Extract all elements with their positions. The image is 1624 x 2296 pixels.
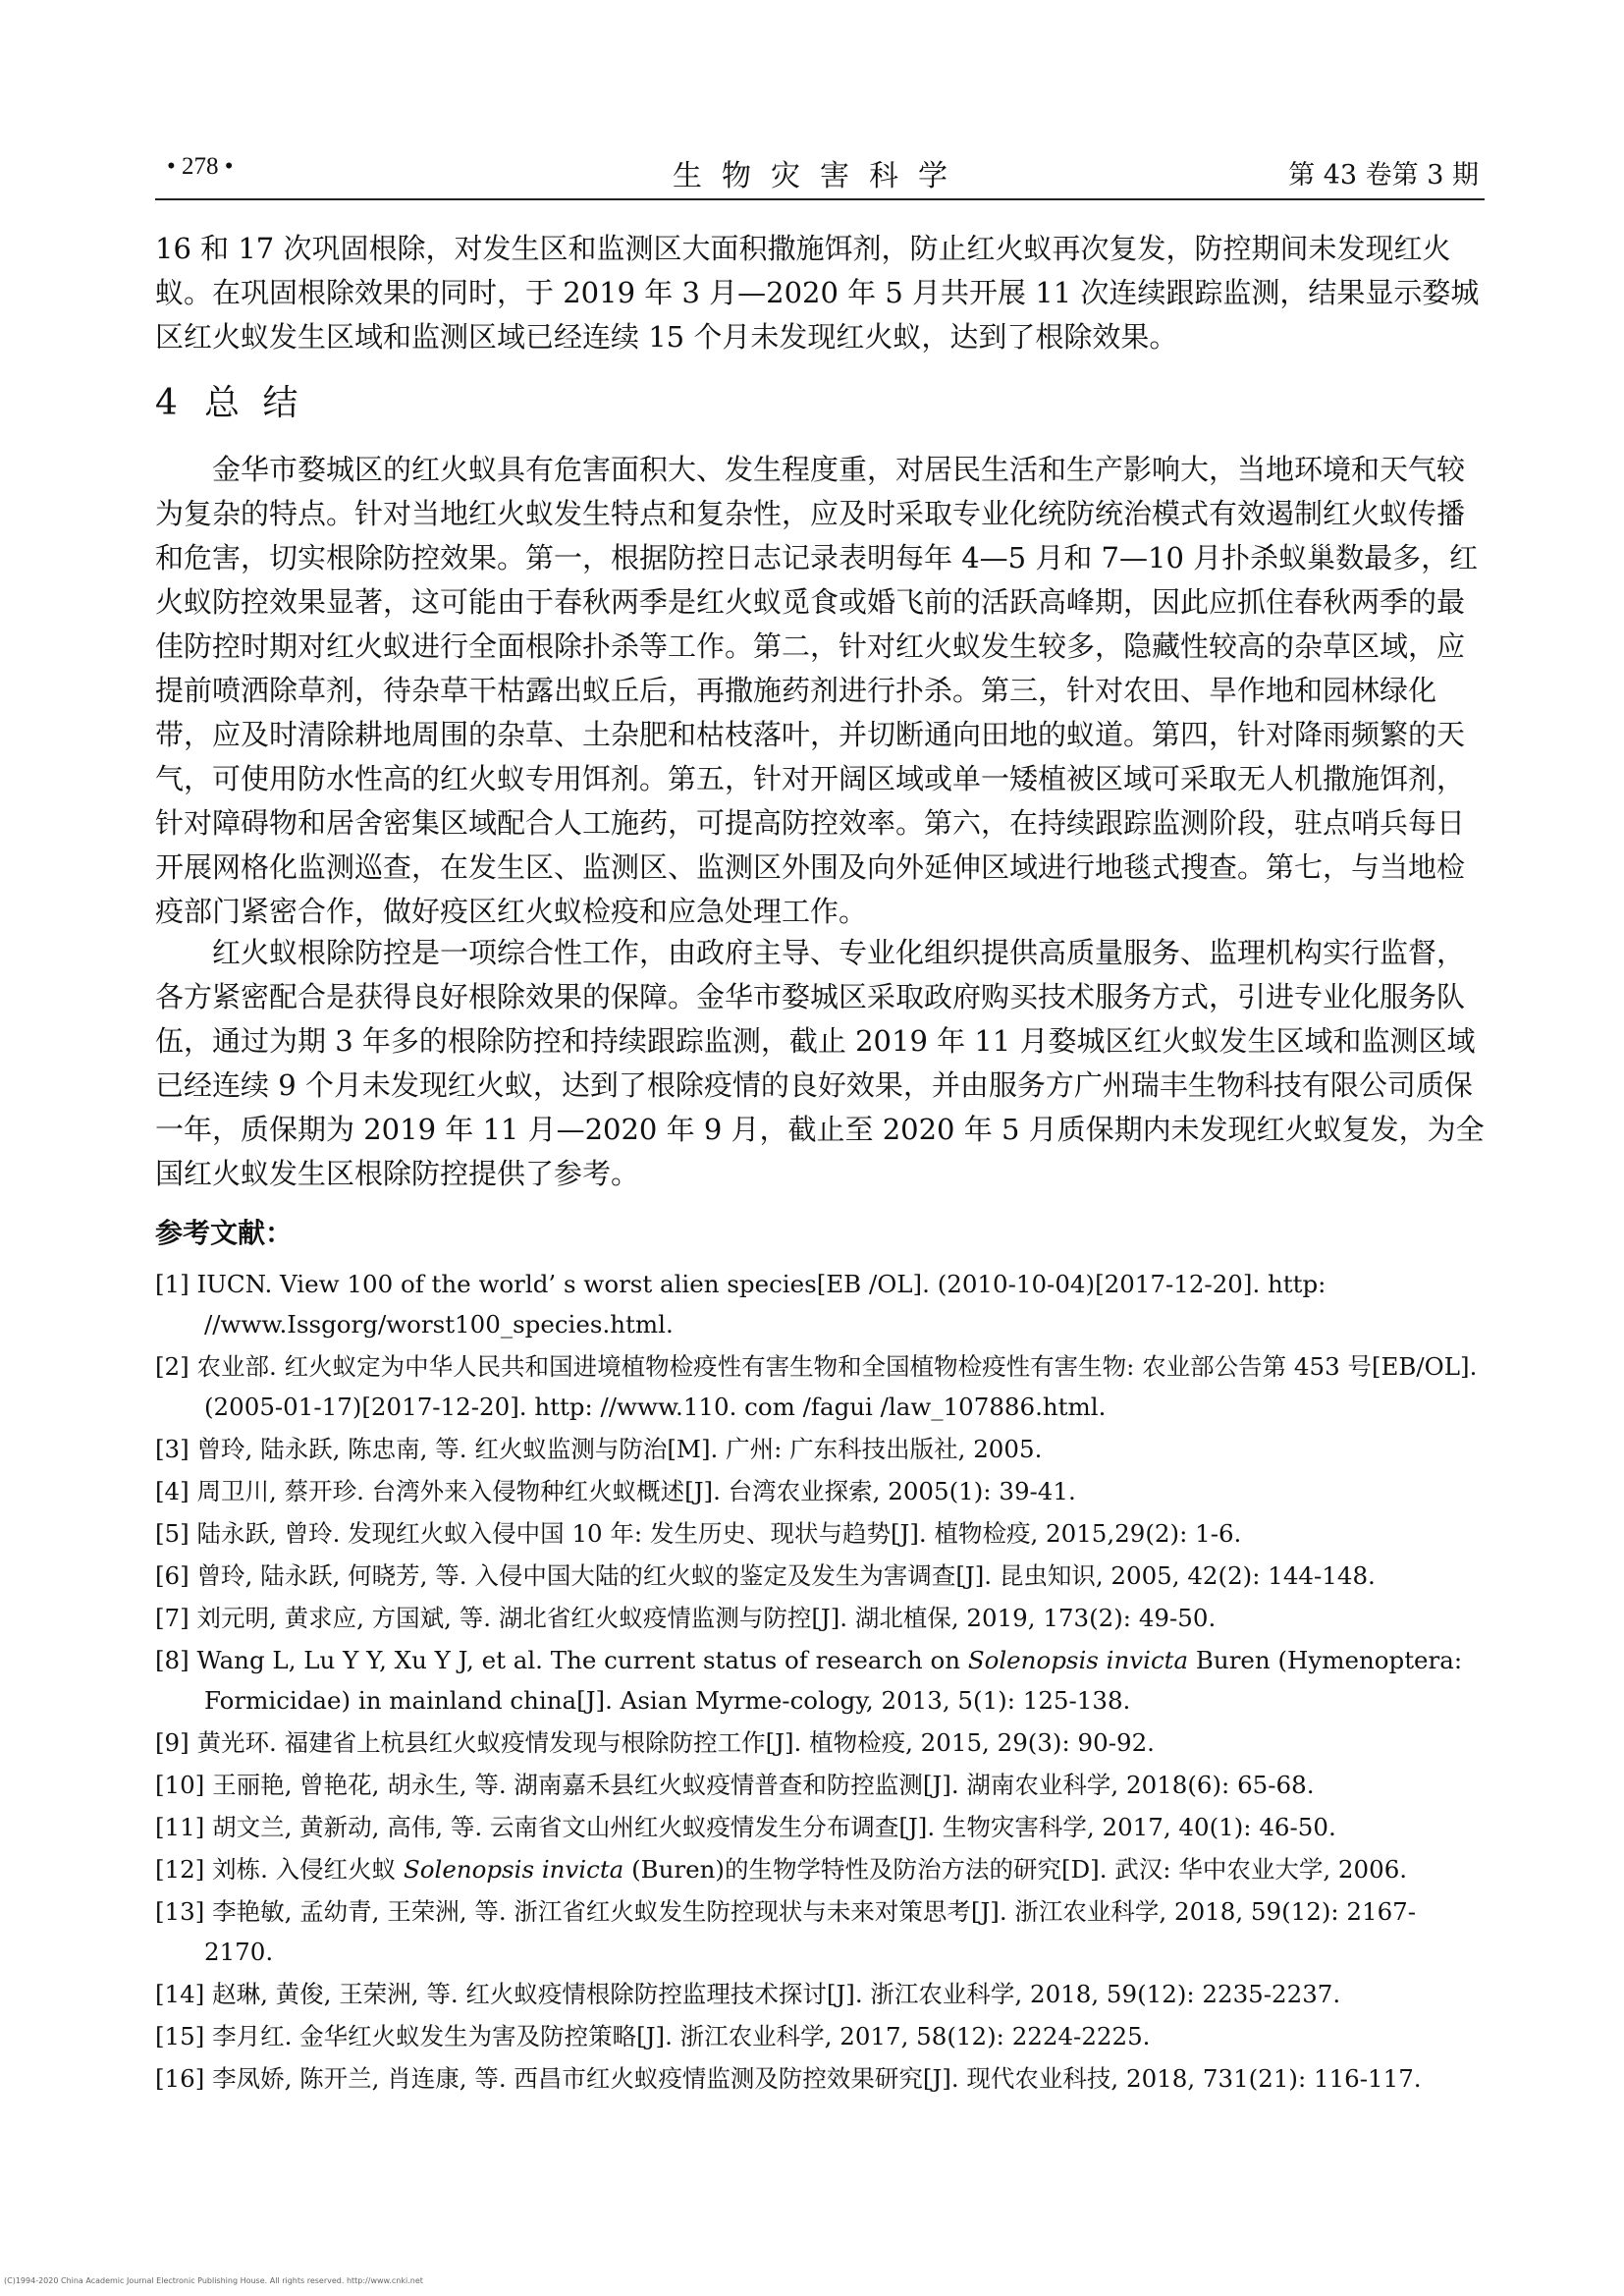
reference-number: [6] — [155, 1561, 189, 1590]
reference-number: [10] — [155, 1771, 205, 1799]
section-title: 总 结 — [204, 383, 304, 423]
reference-text: 曾玲, 陆永跃, 何晓芳, 等. 入侵中国大陆的红火蚁的鉴定及发生为害调查[J]. 昆虫知识, 2005, 42(2): 144-148. — [196, 1561, 1376, 1590]
journal-title: 生物灾害科学 — [673, 159, 967, 193]
reference-text: 农业部. 红火蚁定为中华人民共和国进境植物检疫性有害生物和全国植物检疫性有害生物: 农业部公告第 453 号[EB/OL]. (2005-01-17)[2017-12-20]. http: //www.110. com /fagui /law_107886.html. — [196, 1352, 1478, 1421]
running-header — [155, 147, 1485, 200]
paragraph: 金华市婺城区的红火蚁具有危害面积大、发生程度重，对居民生活和生产影响大，当地环境和天气较为复杂的特点。针对当地红火蚁发生特点和复杂性，应及时采取专业化统防统治模式有效遏制红火蚁传播和危害，切实根除防控效果。第一，根据防控日志记录表明每年 4—5 月和 7—10 月扑杀蚁巢数最多，红火蚁防控效果显著，这可能由于春秋两季是红火蚁觅食或婚飞前的活跃高峰期，因此应抓住春秋两季的最佳防控时期对红火蚁进行全面根除扑杀等工作。第二，针对红火蚁发生较多，隐藏性较高的杂草区域，应提前喷洒除草剂，待杂草干枯露出蚁丘后，再撒施药剂进行扑杀。第三，针对农田、旱作地和园林绿化带，应及时清除耕地周围的杂草、土杂肥和枯枝落叶，并切断通向田地的蚁道。第四，针对降雨频繁的天气，可使用防水性高的红火蚁专用饵剂。第五，针对开阔区域或单一矮植被区域可采取无人机撒施饵剂，针对障碍物和居舍密集区域配合人工施药，可提高防控效率。第六，在持续跟踪监测阶段，驻点哨兵每日开展网格化监测巡查，在发生区、监测区、监测区外围及向外延伸区域进行地毯式搜查。第七，与当地检疫部门紧密合作，做好疫区红火蚁检疫和应急处理工作。 — [155, 453, 1479, 928]
section-heading — [155, 375, 303, 425]
reference-item — [155, 1471, 1485, 1511]
reference-item — [155, 2016, 1485, 2056]
section-number: 4 — [155, 383, 184, 423]
reference-number: [14] — [155, 1980, 205, 2008]
reference-number: [16] — [155, 2064, 205, 2093]
reference-number: [5] — [155, 1519, 189, 1548]
reference-item — [155, 1513, 1485, 1554]
reference-item — [155, 2058, 1485, 2099]
reference-text: Wang L, Lu Y Y, Xu Y J, et al. The current status of research on — [196, 1646, 968, 1674]
reference-text: 周卫川, 蔡开珍. 台湾外来入侵物种红火蚁概述[J]. 台湾农业探索, 2005(1): 39-41. — [196, 1477, 1076, 1505]
references-heading: 参考文献： — [155, 1217, 294, 1249]
copyright-footer: (C)1994-2020 China Academic Journal Electronic Publishing House. All rights reserved. http://www.cnki.net — [4, 2276, 423, 2285]
reference-number: [12] — [155, 1855, 205, 1884]
reference-text: 李艳敏, 孟幼青, 王荣洲, 等. 浙江省红火蚁发生防控现状与未来对策思考[J]. 浙江农业科学, 2018, 59(12): 2167-2170. — [204, 1897, 1417, 1966]
reference-text: 赵琳, 黄俊, 王荣洲, 等. 红火蚁疫情根除防控监理技术探讨[J]. 浙江农业科学, 2018, 59(12): 2235-2237. — [212, 1980, 1341, 2008]
reference-text: IUCN. View 100 of the world’ s worst alien species[EB /OL]. (2010-10-04)[2017-12-20]. http: //www.Issgorg/worst100_species.html. — [196, 1270, 1326, 1339]
reference-text: 曾玲, 陆永跃, 陈忠南, 等. 红火蚁监测与防治[M]. 广州: 广东科技出版社, 2005. — [196, 1435, 1043, 1463]
reference-item — [155, 1598, 1485, 1638]
reference-number: [8] — [155, 1646, 189, 1674]
continued-paragraph — [155, 227, 1485, 359]
reference-text: 李月红. 金华红火蚁发生为害及防控策略[J]. 浙江农业科学, 2017, 58(12): 2224-2225. — [212, 2022, 1151, 2050]
reference-number: [9] — [155, 1728, 189, 1757]
reference-text: 刘栋. 入侵红火蚁 — [212, 1855, 404, 1884]
reference-item — [155, 1264, 1485, 1344]
reference-number: [11] — [155, 1813, 205, 1841]
page-number: • 278 • — [167, 153, 234, 180]
reference-text: 李凤娇, 陈开兰, 肖连康, 等. 西昌市红火蚁疫情监测及防控效果研究[J]. 现代农业科技, 2018, 731(21): 116-117. — [212, 2064, 1422, 2093]
reference-item — [155, 1346, 1485, 1427]
reference-text: 刘元明, 黄求应, 方国斌, 等. 湖北省红火蚁疫情监测与防控[J]. 湖北植保, 2019, 173(2): 49-50. — [196, 1604, 1217, 1632]
reference-text: 陆永跃, 曾玲. 发现红火蚁入侵中国 10 年: 发生历史、现状与趋势[J]. 植物检疫, 2015,29(2): 1-6. — [196, 1519, 1242, 1548]
reference-item — [155, 1722, 1485, 1763]
paragraph: 16 和 17 次巩固根除，对发生区和监测区大面积撒施饵剂，防止红火蚁再次复发，防控期间未发现红火蚁。在巩固根除效果的同时，于 2019 年 3 月—2020 年 5 月共开展 11 次连续跟踪监测，结果显示婺城区红火蚁发生区域和监测区域已经连续 15 个月未发现红火蚁，达到了根除效果。 — [155, 232, 1480, 354]
paragraph: 红火蚁根除防控是一项综合性工作，由政府主导、专业化组织提供高质量服务、监理机构实行监督，各方紧密配合是获得良好根除效果的保障。金华市婺城区采取政府购买技术服务方式，引进专业化服务队伍，通过为期 3 年多的根除防控和持续跟踪监测，截止 2019 年 11 月婺城区红火蚁发生区域和监测区域已经连续 9 个月未发现红火蚁，达到了根除疫情的良好效果，并由服务方广州瑞丰生物科技有限公司质保一年，质保期为 2019 年 11 月—2020 年 9 月，截止至 2020 年 5 月质保期内未发现红火蚁复发，为全国红火蚁发生区根除防控提供了参考。 — [155, 936, 1485, 1190]
reference-number: [2] — [155, 1352, 189, 1381]
reference-item — [155, 1891, 1485, 1972]
reference-number: [1] — [155, 1270, 189, 1298]
reference-item — [155, 1974, 1485, 2014]
conclusion-paragraph-2 — [155, 931, 1485, 1196]
references-list — [155, 1264, 1485, 2101]
reference-number: [15] — [155, 2022, 205, 2050]
reference-item — [155, 1849, 1485, 1889]
reference-text: 胡文兰, 黄新动, 高伟, 等. 云南省文山州红火蚁疫情发生分布调查[J]. 生物灾害科学, 2017, 40(1): 46-50. — [212, 1813, 1336, 1841]
reference-number: [13] — [155, 1897, 205, 1926]
reference-item — [155, 1765, 1485, 1805]
reference-item — [155, 1640, 1485, 1721]
reference-number: [3] — [155, 1435, 189, 1463]
reference-text-continued: (Buren)的生物学特性及防治方法的研究[D]. 武汉: 华中农业大学, 2006. — [623, 1855, 1408, 1884]
reference-item — [155, 1807, 1485, 1847]
reference-item — [155, 1429, 1485, 1469]
reference-text: 黄光环. 福建省上杭县红火蚁疫情发现与根除防控工作[J]. 植物检疫, 2015, 29(3): 90-92. — [196, 1728, 1155, 1757]
issue-label: 第 43 卷第 3 期 — [1288, 160, 1479, 191]
reference-number: [7] — [155, 1604, 189, 1632]
reference-species-name: Solenopsis invicta — [403, 1855, 624, 1884]
reference-text: 王丽艳, 曾艳花, 胡永生, 等. 湖南嘉禾县红火蚁疫情普查和防控监测[J]. 湖南农业科学, 2018(6): 65-68. — [212, 1771, 1315, 1799]
reference-species-name: Solenopsis invicta — [967, 1646, 1189, 1674]
reference-text-continued: Buren (Hymenoptera: Formicidae) in mainland china[J]. Asian Myrme-cology, 2013, 5(1): 125-138. — [204, 1646, 1463, 1715]
reference-item — [155, 1556, 1485, 1596]
conclusion-paragraph-1 — [155, 448, 1485, 934]
reference-number: [4] — [155, 1477, 189, 1505]
